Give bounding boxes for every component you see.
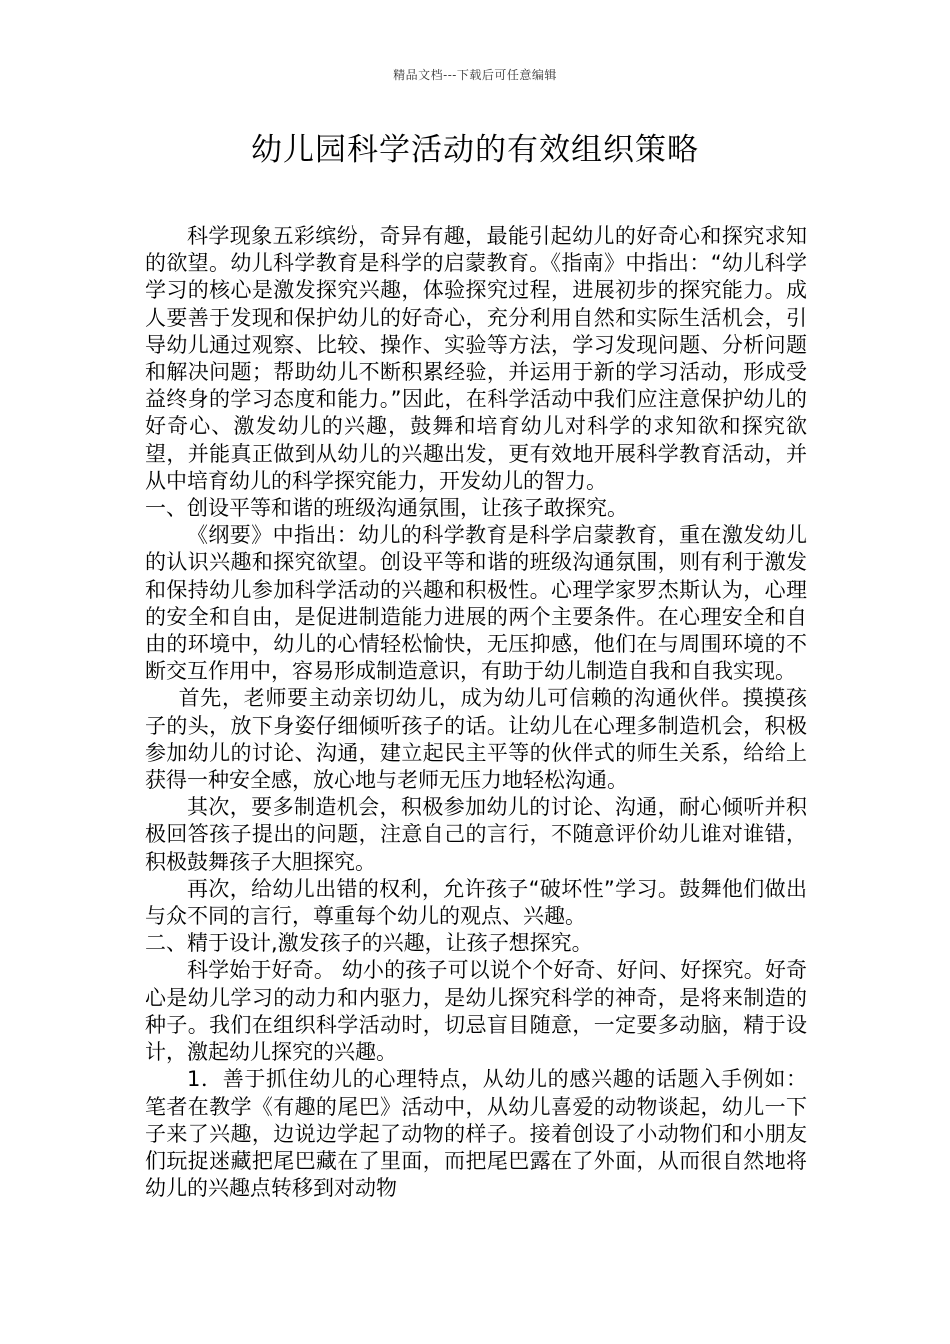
section-heading-1: 一、创设平等和谐的班级沟通氛围，让孩子敢探究。	[145, 496, 628, 521]
paragraph-second: 其次，要多制造机会，积极参加幼儿的讨论、沟通，耐心倾听并积极回答孩子提出的问题，注意自己的言行，不随意评价幼儿谁对谁错，积极鼓舞孩子大胆探究。	[145, 795, 807, 874]
document-body	[145, 223, 807, 1202]
paragraph-point-1: 1．善于抓住幼儿的心理特点，从幼儿的感兴趣的话题入手例如：笔者在教学《有趣的尾巴》活动中，从幼儿喜爱的动物谈起，幼儿一下子来了兴趣，边说边学起了动物的样子。接着创设了小动物们和小朋友们玩捉迷藏把尾巴藏在了里面，而把尾巴露在了外面，从而很自然地将幼儿的兴趣点转移到对动物	[145, 1067, 807, 1201]
paragraph-intro: 科学现象五彩缤纷，奇异有趣，最能引起幼儿的好奇心和探究求知的欲望。幼儿科学教育是科学的启蒙教育。《指南》中指出：“幼儿科学学习的核心是激发探究兴趣，体验探究过程，进展初步的探究能力。成人要善于发现和保护幼儿的好奇心，充分利用自然和实际生活机会，引导幼儿通过观察、比较、操作、实验等方法，学习发现问题、分析问题和解决问题；帮助幼儿不断积累经验，并运用于新的学习活动，形成受益终身的学习态度和能力。”因此，在科学活动中我们应注意保护幼儿的好奇心、激发幼儿的兴趣，鼓舞和培育幼儿对科学的求知欲和探究欲望，并能真正做到从幼儿的兴趣出发，更有效地开展科学教育活动，并从中培育幼儿的科学探究能力，开发幼儿的智力。	[145, 224, 807, 493]
paragraph-curiosity: 科学始于好奇。 幼小的孩子可以说个个好奇、好问、好探究。好奇心是幼儿学习的动力和内驱力，是幼儿探究科学的神奇，是将来制造的种子。我们在组织科学活动时，切忌盲目随意，一定要多动脑，精于设计，激起幼儿探究的兴趣。	[145, 958, 807, 1065]
document-title: 幼儿园科学活动的有效组织策略	[251, 132, 699, 168]
section-heading-2: 二、精于设计,激发孩子的兴趣，让孩子想探究。	[145, 931, 593, 956]
paragraph-first: 首先，老师要主动亲切幼儿，成为幼儿可信赖的沟通伙伴。摸摸孩子的头，放下身姿仔细倾听孩子的话。让幼儿在心理多制造机会，积极参加幼儿的讨论、沟通，建立起民主平等的伙伴式的师生关系，给给上获得一种安全感，放心地与老师无压力地轻松沟通。	[145, 686, 807, 793]
header-note: 精品文档---下载后可任意编辑	[393, 68, 557, 82]
paragraph-outline: 《纲要》中指出：幼儿的科学教育是科学启蒙教育，重在激发幼儿的认识兴趣和探究欲望。创设平等和谐的班级沟通氛围，则有利于激发和保持幼儿参加科学活动的兴趣和积极性。心理学家罗杰斯认为，心理的安全和自由，是促进制造能力进展的两个主要条件。在心理安全和自由的环境中，幼儿的心情轻松愉快，无压抑感，他们在与周围环境的不断交互作用中，容易形成制造意识，有助于幼儿制造自我和自我实现。	[145, 523, 807, 684]
paragraph-third: 再次，给幼儿出错的权利，允许孩子“破坏性”学习。鼓舞他们做出与众不同的言行，尊重每个幼儿的观点、兴趣。	[145, 876, 807, 929]
